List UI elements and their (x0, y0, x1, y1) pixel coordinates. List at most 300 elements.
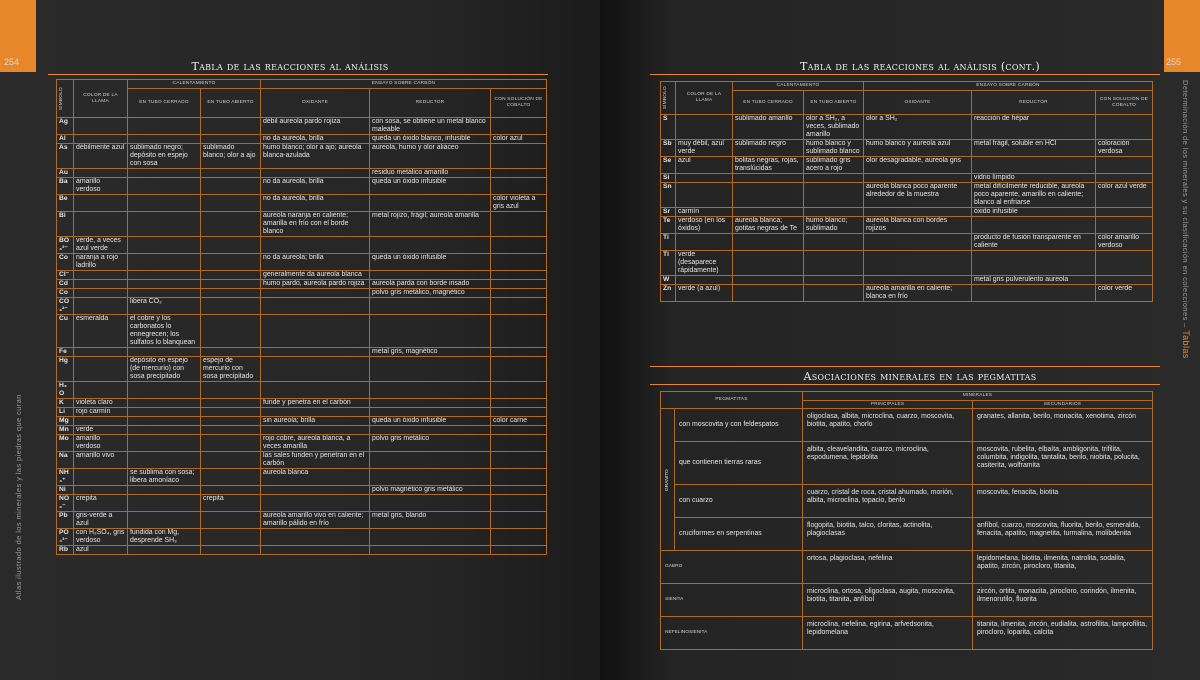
table-row (57, 417, 547, 426)
cell-co (491, 512, 547, 529)
page-number-left: 254 (4, 57, 20, 67)
cell-closed (128, 271, 201, 280)
cell-red (370, 382, 491, 399)
cell-open (804, 208, 864, 217)
cell-oxid: humo blanco y aureola azul (864, 140, 972, 157)
peg-cell-rocktype: SIENITA (661, 584, 803, 617)
peg-cell-rocktype: GABRO (661, 551, 803, 584)
cell-open (201, 348, 261, 357)
table-row (57, 271, 547, 280)
cell-flame: verde, a veces azul verde (74, 237, 128, 254)
table-row (661, 174, 1153, 183)
table-row (57, 529, 547, 546)
cell-closed: sublimado amarillo (733, 115, 804, 140)
cell-oxid (261, 546, 370, 555)
cell-flame: verde (74, 426, 128, 435)
cell-red: metal gris, blando (370, 512, 491, 529)
table-row (661, 115, 1153, 140)
cell-flame: gris-verde a azul (74, 512, 128, 529)
cell-open (201, 135, 261, 144)
cell-flame: rojo carmín (74, 408, 128, 417)
cell-red: metal gris, magnético (370, 348, 491, 357)
cell-flame: violeta claro (74, 399, 128, 408)
cell-open: humo blanco; sublimado (804, 217, 864, 234)
cell-sym: Sn (661, 183, 676, 208)
cell-sym: Mg (57, 417, 74, 426)
cell-oxid: no da aureola; brilla (261, 254, 370, 271)
cell-closed: depósito en espejo (de mercurio) con sosa precipitado (128, 357, 201, 382)
cell-co: coloración verdosa (1096, 140, 1153, 157)
cell-co (491, 118, 547, 135)
cell-sym: Co (57, 289, 74, 298)
peg-cell-label: que contienen tierras raras (675, 442, 803, 485)
cell-red: residuo metálico amarillo (370, 169, 491, 178)
table-row (661, 285, 1153, 302)
cell-open: olor a SH₂, a veces, sublimado amarillo (804, 115, 864, 140)
cell-co (491, 357, 547, 382)
table-row (661, 518, 1153, 551)
cell-sym: PO₄³⁻ (57, 529, 74, 546)
cell-red: metal rojizo, frágil; aureola amarilla (370, 212, 491, 237)
cell-sym: Si (661, 174, 676, 183)
cell-sym: Co (57, 254, 74, 271)
cell-flame: azul (74, 546, 128, 555)
cell-co (491, 469, 547, 486)
table-row (661, 442, 1153, 485)
cell-open (201, 529, 261, 546)
cell-sym: Be (57, 195, 74, 212)
cell-red (370, 452, 491, 469)
cell-sym: CO₃²⁻ (57, 298, 74, 315)
cell-oxid: aureola blanca (261, 469, 370, 486)
cell-flame (74, 348, 128, 357)
page-number-right: 255 (1166, 57, 1182, 67)
cell-red: polvo gris metálico (370, 435, 491, 452)
table-row (57, 348, 547, 357)
cell-sym: Fe (57, 348, 74, 357)
cell-sym: Bi (57, 212, 74, 237)
peg-cell-principal: oligoclasa, albita, microclina, cuarzo, moscovita, biotita, apatito, chorlo (803, 409, 973, 442)
cell-flame (74, 289, 128, 298)
cell-closed (128, 399, 201, 408)
peg-cell-secundario: lepidomelana, biotita, ilmenita, natrolita, sodalita, apatito, zircón, pirocloro, titanita, (973, 551, 1153, 584)
cell-closed (128, 237, 201, 254)
cell-co (491, 289, 547, 298)
cell-red (370, 237, 491, 254)
cell-oxid (261, 357, 370, 382)
table-row (661, 409, 1153, 442)
peg-cell-label: con moscovita y con feldespatos (675, 409, 803, 442)
table-row (57, 452, 547, 469)
cell-flame (74, 212, 128, 237)
running-title-left: Atlas ilustrado de los minerales y las piedras que curan (14, 394, 23, 600)
cell-flame (74, 280, 128, 289)
cell-red (370, 271, 491, 280)
pegmatitas-rule-top (650, 366, 1160, 367)
reactions-table-right (660, 81, 1153, 302)
cell-closed (128, 195, 201, 212)
peg-header-principales: PRINCIPALES (803, 401, 973, 409)
cell-co (491, 298, 547, 315)
cell-co (1096, 276, 1153, 285)
cell-co (491, 348, 547, 357)
peg-cell-secundario: zircón, ortita, monacita, pirocloro, corindón, ilmenita, ilmenorutilo, fluorita (973, 584, 1153, 617)
cell-closed: bolitas negras, rojas, translúcidas (733, 157, 804, 174)
table-row (57, 357, 547, 382)
table-row (57, 486, 547, 495)
header-reductor: REDUCTOR (370, 89, 491, 118)
right-page (600, 0, 1200, 680)
running-title-right: Determinación de los minerales y su clasificación en colecciones – Tablas (1181, 80, 1191, 359)
cell-sym: Te (661, 217, 676, 234)
table-row (661, 234, 1153, 251)
cell-closed (128, 512, 201, 529)
cell-co (491, 495, 547, 512)
cell-open (201, 289, 261, 298)
cell-oxid (261, 426, 370, 435)
table-row (661, 584, 1153, 617)
cell-open (201, 315, 261, 348)
cell-flame: amarillo vivo (74, 452, 128, 469)
header-tubo-abierto-r: EN TUBO ABIERTO (804, 91, 864, 115)
table-row (661, 617, 1153, 650)
cell-red (972, 251, 1096, 276)
cell-oxid: olor a SH₂ (864, 115, 972, 140)
cell-oxid: aureola naranja en caliente; amarilla en frío con el borde blanco (261, 212, 370, 237)
cell-oxid (261, 298, 370, 315)
cell-flame: naranja a rojo ladrillo (74, 254, 128, 271)
table-row (661, 251, 1153, 276)
cell-co (491, 237, 547, 254)
peg-cell-principal: albita, cleavelandita, cuarzo, microclina, espodumena, lepidolita (803, 442, 973, 485)
cell-oxid (261, 486, 370, 495)
header-ensayo-carbon: ENSAYO SOBRE CARBÓN (261, 80, 547, 89)
cell-oxid (261, 289, 370, 298)
cell-co: color azul (491, 135, 547, 144)
reactions-table-left (56, 79, 547, 555)
peg-cell-secundario: anfíbol, cuarzo, moscovita, fluorita, berilo, esmeralda, fenacita, apatito, magnetita, turmalina, molibdenita (973, 518, 1153, 551)
cell-open: sublimado blanco; olor a ajo (201, 144, 261, 169)
cell-sym: Ba (57, 178, 74, 195)
cell-open (804, 251, 864, 276)
cell-sym: Rb (57, 546, 74, 555)
cell-open (804, 285, 864, 302)
cell-sym: NH₄⁺ (57, 469, 74, 486)
cell-open: crepita (201, 495, 261, 512)
peg-cell-label: cruciformes en serpentinas (675, 518, 803, 551)
cell-flame: azul (676, 157, 733, 174)
cell-sym: W (661, 276, 676, 285)
table-row (57, 169, 547, 178)
cell-oxid (261, 169, 370, 178)
table-row (661, 217, 1153, 234)
cell-closed (128, 408, 201, 417)
cell-flame (676, 234, 733, 251)
peg-cell-secundario: moscovita, fenacita, biotita (973, 485, 1153, 518)
peg-cell-label: con cuarzo (675, 485, 803, 518)
table-row (57, 178, 547, 195)
cell-red (370, 469, 491, 486)
cell-red: metal gris pulverulento aureola (972, 276, 1096, 285)
cell-open: sublimado gris acero a rojo (804, 157, 864, 174)
cell-flame (676, 276, 733, 285)
cell-closed (128, 452, 201, 469)
cell-oxid: humo blanco; olor a ajo; aureola blanca-azulada (261, 144, 370, 169)
table-row (661, 140, 1153, 157)
header-tubo-cerrado-r: EN TUBO CERRADO (733, 91, 804, 115)
cell-flame (676, 174, 733, 183)
cell-flame: amarillo verdoso (74, 435, 128, 452)
cell-co: color amarillo verdoso (1096, 234, 1153, 251)
peg-cell-principal: cuarzo, cristal de roca, cristal ahumado, morión, albita, microclina, topacio, berilo (803, 485, 973, 518)
cell-open (201, 486, 261, 495)
table-row (57, 315, 547, 348)
peg-cell-secundario: moscovita, rubelita, elbaíta, ambligonita, trifilita, columbita, indigolita, tantalita, berilo, niobita, polucita, casiterita, wolframita (973, 442, 1153, 485)
cell-closed (128, 118, 201, 135)
header-cobalto: CON SOLUCIÓN DE COBALTO (491, 89, 547, 118)
table-row (57, 144, 547, 169)
cell-closed (733, 234, 804, 251)
cell-red (370, 529, 491, 546)
cell-red (370, 195, 491, 212)
cell-co (491, 271, 547, 280)
cell-flame: esmeralda (74, 315, 128, 348)
cell-closed (128, 426, 201, 435)
cell-open (201, 195, 261, 212)
title-left: Tabla de las reacciones al análisis (191, 60, 389, 73)
header-color-llama: COLOR DE LA LLAMA (74, 80, 128, 118)
cell-co (491, 486, 547, 495)
cell-flame (74, 298, 128, 315)
cell-co (1096, 217, 1153, 234)
peg-cell-principal: microclina, ortosa, oligoclasa, augita, moscovita, biotita, titanita, anfíbol (803, 584, 973, 617)
cell-flame (74, 469, 128, 486)
table-row (57, 195, 547, 212)
header-color-llama-r: COLOR DE LA LLAMA (676, 82, 733, 115)
cell-closed (733, 174, 804, 183)
cell-flame (74, 271, 128, 280)
cell-red (972, 217, 1096, 234)
cell-oxid (261, 315, 370, 348)
cell-red (370, 426, 491, 435)
cell-red: queda un óxido infusible (370, 254, 491, 271)
cell-closed (733, 208, 804, 217)
cell-flame: carmín (676, 208, 733, 217)
cell-flame (676, 115, 733, 140)
cell-open (201, 280, 261, 289)
cell-co (491, 212, 547, 237)
cell-sym: Cd (57, 280, 74, 289)
header-simbolo: SÍMBOLO (57, 80, 74, 118)
cell-open: espejo de mercurio con sosa precipitado (201, 357, 261, 382)
peg-cell-rocktype: NEFELINOSIENITA (661, 617, 803, 650)
cell-red: vidrio límpido (972, 174, 1096, 183)
header-reductor-r: REDUCTOR (972, 91, 1096, 115)
cell-flame (74, 169, 128, 178)
cell-closed (128, 135, 201, 144)
peg-cell-principal: flogopita, biotita, talco, cloritas, actinolita, plagioclasas (803, 518, 973, 551)
title-rule-right (650, 74, 1160, 75)
cell-red (370, 408, 491, 417)
cell-oxid (864, 276, 972, 285)
cell-sym: S (661, 115, 676, 140)
cell-co (491, 546, 547, 555)
cell-sym: Cu (57, 315, 74, 348)
cell-red: metal difícilmente reducible, aureola poco aparente, amarillo en caliente; blanco al enfriarse (972, 183, 1096, 208)
table-row (661, 551, 1153, 584)
cell-sym: Al (57, 135, 74, 144)
cell-co: color verde (1096, 285, 1153, 302)
cell-closed (128, 254, 201, 271)
cell-closed (733, 276, 804, 285)
cell-sym: K (57, 399, 74, 408)
peg-cell-principal: microclina, nefelina, egirina, arfvedsonita, lepidomelana (803, 617, 973, 650)
cell-closed (128, 486, 201, 495)
cell-red (370, 495, 491, 512)
table-row (57, 469, 547, 486)
table-row (57, 399, 547, 408)
cell-co (491, 315, 547, 348)
cell-open (804, 174, 864, 183)
cell-co (1096, 174, 1153, 183)
cell-red: producto de fusión transparente en caliente (972, 234, 1096, 251)
cell-red: metal frágil, soluble en HCl (972, 140, 1096, 157)
peg-header-secundarios: SECUNDARIOS (973, 401, 1153, 409)
cell-closed (733, 251, 804, 276)
cell-oxid: no da aureola, brilla (261, 135, 370, 144)
cell-co (1096, 208, 1153, 217)
cell-sym: Cl⁻ (57, 271, 74, 280)
header-oxidante-r: OXIDANTE (864, 91, 972, 115)
table-row (57, 435, 547, 452)
peg-header-pegmatitas: PEGMATITAS (661, 392, 803, 409)
cell-red: aureola parda con borde irisado (370, 280, 491, 289)
cell-sym: NO₃⁻ (57, 495, 74, 512)
pegmatitas-rule-bottom (650, 384, 1160, 385)
table-row (57, 135, 547, 144)
cell-flame: amarillo verdoso (74, 178, 128, 195)
cell-closed: el cobre y los carbonatos lo ennegrecen; los sulfatos lo blanquean (128, 315, 201, 348)
cell-oxid: aureola amarilla en caliente; blanca en frío (864, 285, 972, 302)
cell-flame (74, 135, 128, 144)
cell-closed: se sublima con sosa; libera amoníaco (128, 469, 201, 486)
cell-co: color violeta a gris azul (491, 195, 547, 212)
header-oxidante: OXIDANTE (261, 89, 370, 118)
table-row (57, 289, 547, 298)
pegmatitas-table (660, 391, 1153, 650)
cell-co (491, 426, 547, 435)
cell-red (370, 399, 491, 408)
cell-open (201, 237, 261, 254)
cell-flame (74, 486, 128, 495)
table-row (57, 382, 547, 399)
cell-flame: con H₂SO₄, gris verdoso (74, 529, 128, 546)
cell-sym: Tl (661, 251, 676, 276)
table-row (57, 546, 547, 555)
cell-open (804, 276, 864, 285)
header-tubo-cerrado: EN TUBO CERRADO (128, 89, 201, 118)
cell-oxid: rojo cobre, aureola blanca, a veces amarilla (261, 435, 370, 452)
cell-red: queda un óxido infusible (370, 178, 491, 195)
cell-oxid (864, 174, 972, 183)
table-row (57, 254, 547, 271)
table-row (661, 157, 1153, 174)
cell-co (491, 280, 547, 289)
cell-oxid (261, 348, 370, 357)
cell-red: reacción de hépar (972, 115, 1096, 140)
cell-open (201, 546, 261, 555)
cell-closed (128, 435, 201, 452)
cell-flame (74, 417, 128, 426)
peg-cell-secundario: granates, allanita, berilo, monacita, xenotima, zircón (973, 409, 1153, 442)
table-row (57, 280, 547, 289)
table-row (57, 212, 547, 237)
cell-flame (676, 183, 733, 208)
cell-sym: Li (57, 408, 74, 417)
table-row (661, 485, 1153, 518)
cell-red (370, 298, 491, 315)
peg-cell-principal: ortosa, plagioclasa, nefelina (803, 551, 973, 584)
header-calentamiento-r: CALENTAMIENTO (733, 82, 864, 91)
cell-sym: Zn (661, 285, 676, 302)
cell-co (1096, 115, 1153, 140)
cell-closed (128, 495, 201, 512)
cell-red: queda un óxido blanco, infusible (370, 135, 491, 144)
header-ensayo-carbon-r: ENSAYO SOBRE CARBÓN (864, 82, 1153, 91)
cell-closed: libera CO₂ (128, 298, 201, 315)
peg-group-granito: GRANITO (661, 409, 675, 551)
table-row (661, 208, 1153, 217)
cell-flame (74, 357, 128, 382)
cell-closed (128, 417, 201, 426)
title-right: Tabla de las reacciones al análisis (cont.) (799, 60, 1041, 73)
cell-oxid: generalmente da aureola blanca (261, 271, 370, 280)
table-row (661, 183, 1153, 208)
table-row (57, 512, 547, 529)
cell-red: polvo gris metálico, magnético (370, 289, 491, 298)
cell-oxid: sin aureola; brilla (261, 417, 370, 426)
cell-co (491, 382, 547, 399)
cell-red: queda un óxido infusible (370, 417, 491, 426)
cell-flame: crepita (74, 495, 128, 512)
table-row (57, 426, 547, 435)
cell-open (201, 178, 261, 195)
cell-oxid (864, 234, 972, 251)
cell-co: color carne (491, 417, 547, 426)
cell-open (201, 271, 261, 280)
cell-closed (128, 382, 201, 399)
cell-red (972, 157, 1096, 174)
cell-co (491, 254, 547, 271)
pegmatitas-title: Asociaciones minerales en las pegmatitas (803, 370, 1037, 383)
cell-oxid: no da aureola, brilla (261, 195, 370, 212)
cell-co (491, 529, 547, 546)
cell-co: color azul verde (1096, 183, 1153, 208)
cell-red: polvo magnético gris metálico (370, 486, 491, 495)
title-rule-left (48, 74, 548, 75)
cell-oxid (261, 495, 370, 512)
cell-sym: Au (57, 169, 74, 178)
cell-red (370, 546, 491, 555)
cell-closed (128, 546, 201, 555)
cell-open (201, 118, 261, 135)
cell-co (491, 399, 547, 408)
cell-oxid: no da aureola, brilla (261, 178, 370, 195)
cell-oxid: aureola blanca con bordes rojizos (864, 217, 972, 234)
cell-sym: As (57, 144, 74, 169)
cell-red (370, 357, 491, 382)
cell-open (201, 417, 261, 426)
